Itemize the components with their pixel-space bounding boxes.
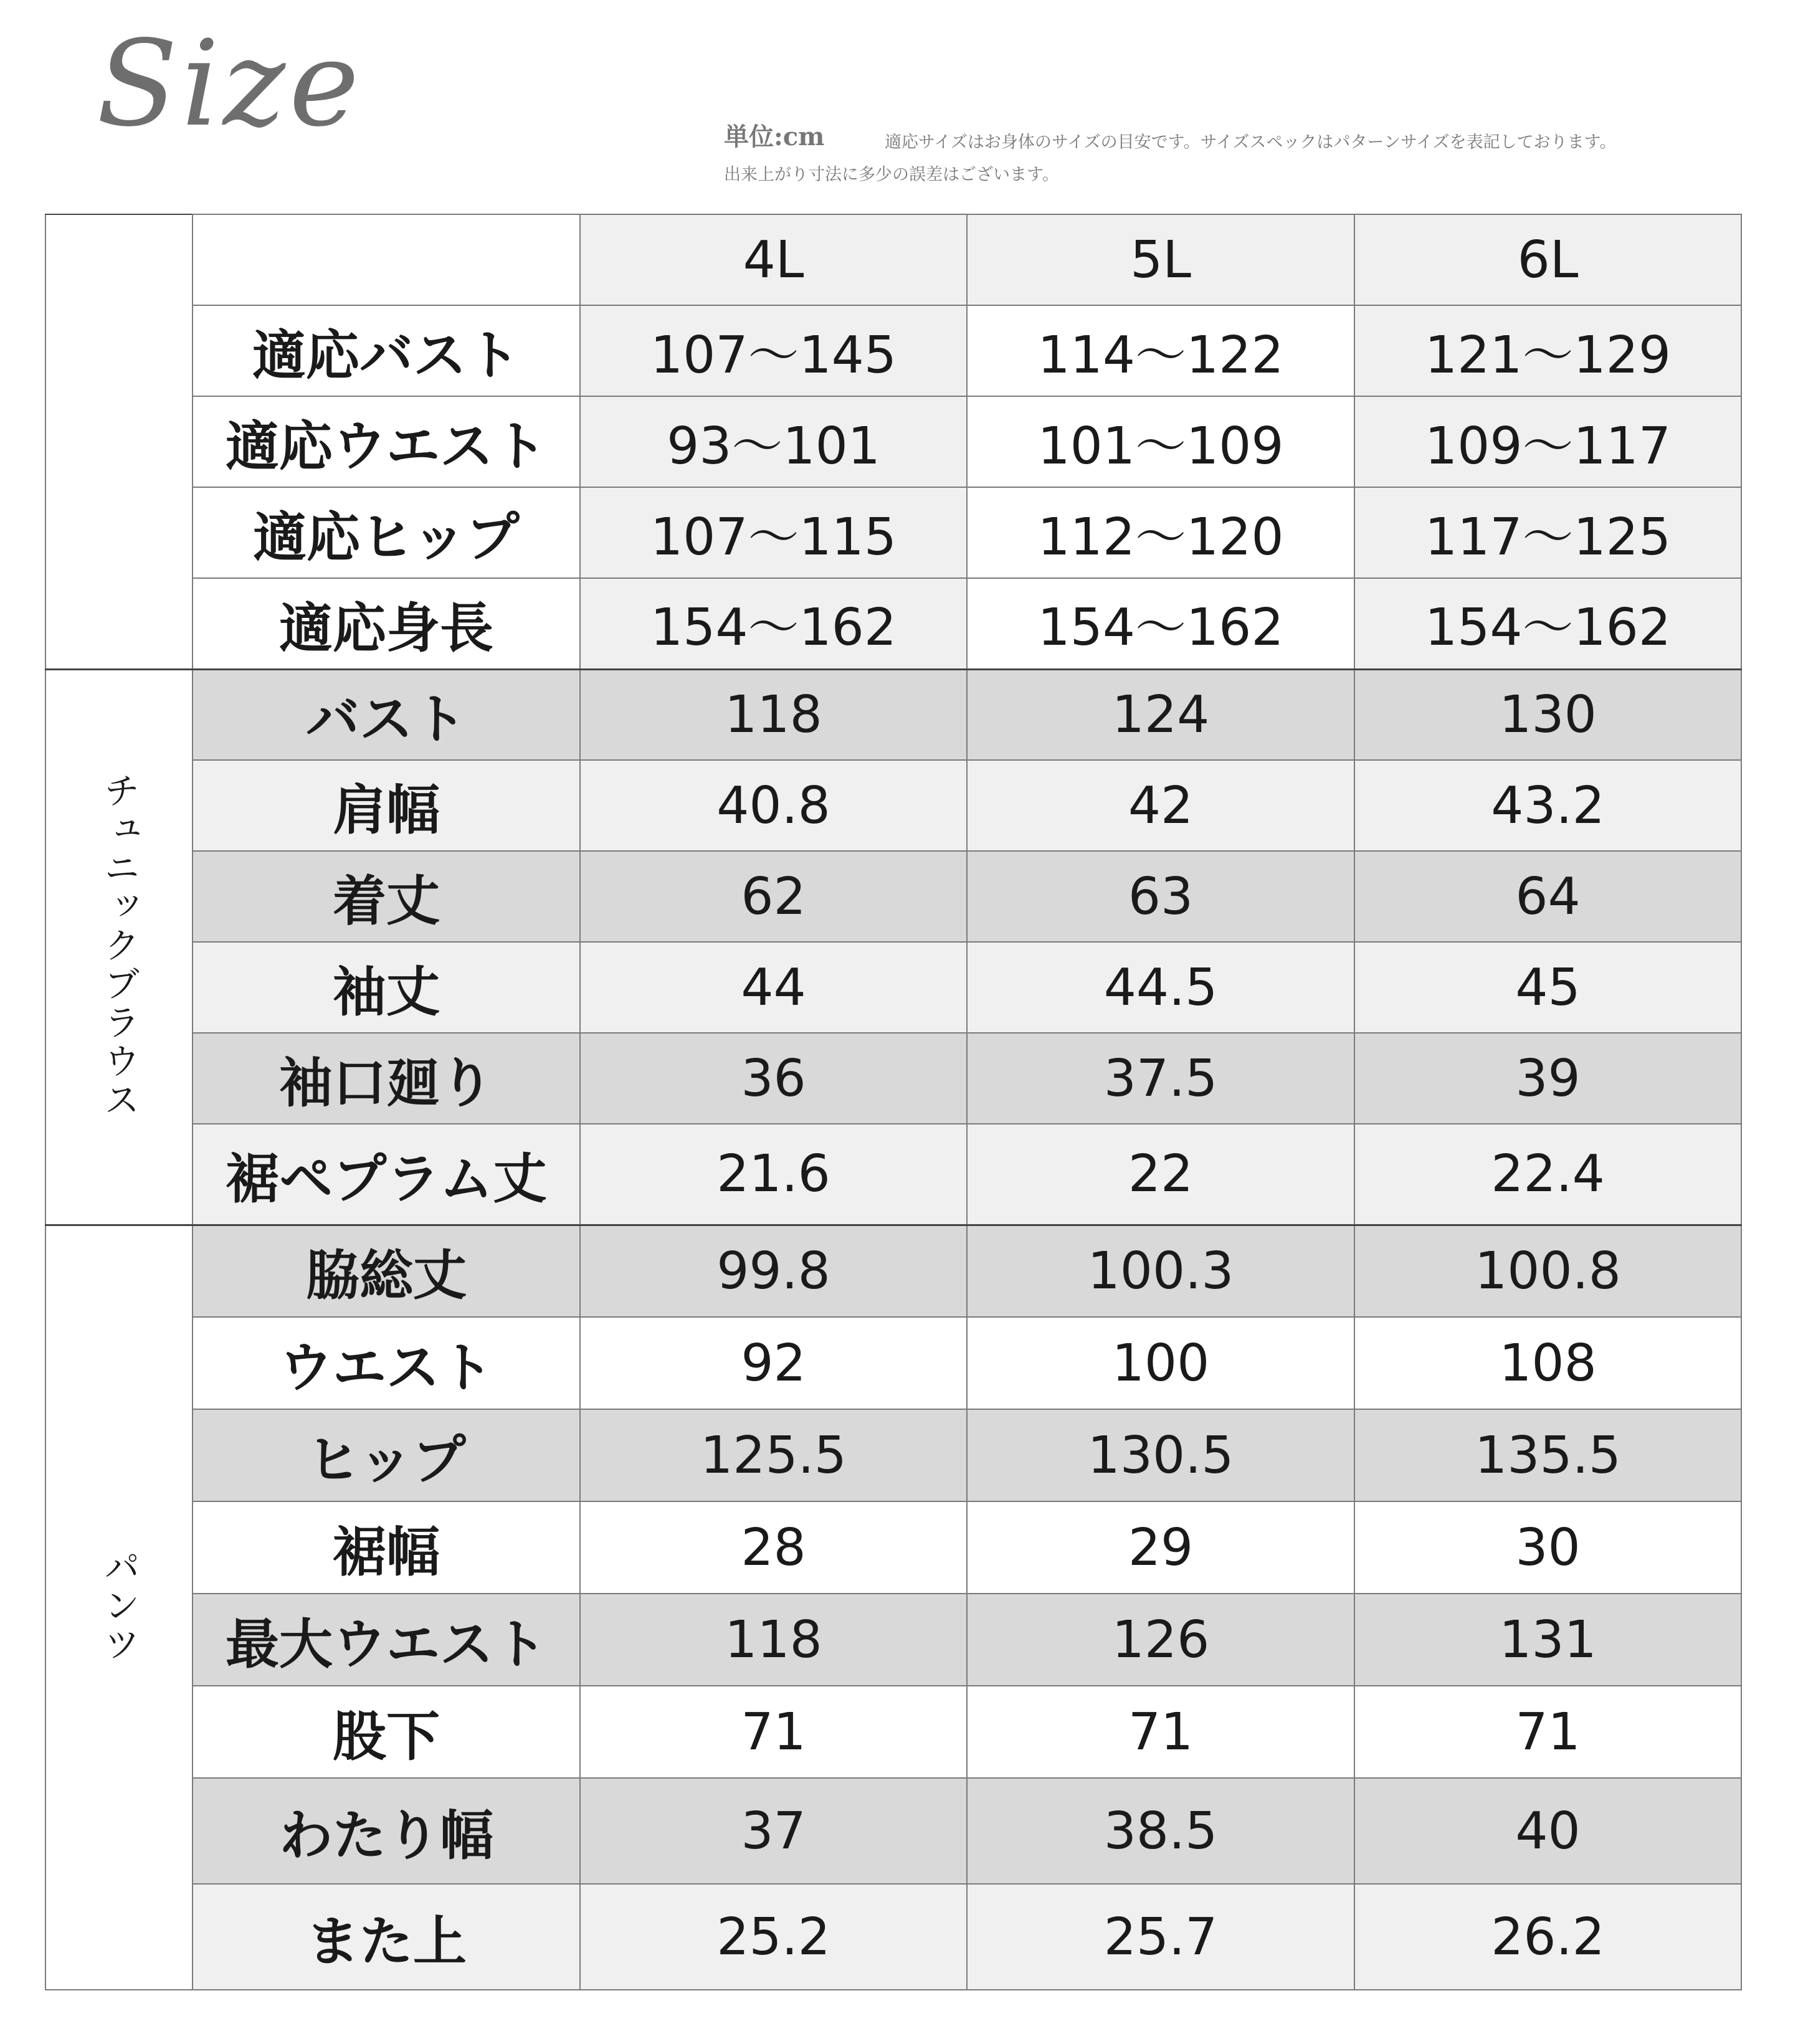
row-label: 裾幅 xyxy=(193,1501,580,1594)
column-header-5l: 5L xyxy=(967,214,1354,305)
value-cell: 22 xyxy=(967,1124,1354,1225)
value-cell: 125.5 xyxy=(580,1409,967,1501)
value-cell: 29 xyxy=(967,1501,1354,1594)
value-cell: 43.2 xyxy=(1354,760,1741,851)
value-cell: 100.8 xyxy=(1354,1225,1741,1317)
value-cell: 44 xyxy=(580,942,967,1033)
value-cell: 135.5 xyxy=(1354,1409,1741,1501)
header-empty-cell xyxy=(193,214,580,305)
value-cell: 101～109 xyxy=(967,396,1354,487)
value-cell: 30 xyxy=(1354,1501,1741,1594)
value-cell: 126 xyxy=(967,1594,1354,1686)
row-label: 袖口廻り xyxy=(193,1033,580,1124)
value-cell: 26.2 xyxy=(1354,1884,1741,1990)
value-cell: 62 xyxy=(580,851,967,942)
value-cell: 63 xyxy=(967,851,1354,942)
table-row xyxy=(45,305,1741,396)
value-cell: 121～129 xyxy=(1354,305,1741,396)
table-row xyxy=(45,1686,1741,1778)
table-row xyxy=(45,760,1741,851)
size-note-line-2: 出来上がり寸法に多少の誤差はございます。 xyxy=(724,165,1059,184)
value-cell: 25.7 xyxy=(967,1884,1354,1990)
table-row xyxy=(45,1778,1741,1884)
table-row xyxy=(45,1884,1741,1990)
value-cell: 100.3 xyxy=(967,1225,1354,1317)
value-cell: 108 xyxy=(1354,1317,1741,1409)
value-cell: 117～125 xyxy=(1354,487,1741,578)
size-table xyxy=(45,214,1742,1990)
value-cell: 64 xyxy=(1354,851,1741,942)
row-label: ヒップ xyxy=(193,1409,580,1501)
table-row xyxy=(45,578,1741,669)
value-cell: 92 xyxy=(580,1317,967,1409)
value-cell: 37 xyxy=(580,1778,967,1884)
row-label: 脇総丈 xyxy=(193,1225,580,1317)
value-cell: 99.8 xyxy=(580,1225,967,1317)
value-cell: 21.6 xyxy=(580,1124,967,1225)
value-cell: 109～117 xyxy=(1354,396,1741,487)
group-tunic-cell xyxy=(45,669,193,1225)
value-cell: 154～162 xyxy=(967,578,1354,669)
value-cell: 154～162 xyxy=(580,578,967,669)
row-label: わたり幅 xyxy=(193,1778,580,1884)
value-cell: 39 xyxy=(1354,1033,1741,1124)
row-label: 股下 xyxy=(193,1686,580,1778)
table-row xyxy=(45,1225,1741,1317)
table-row xyxy=(45,1594,1741,1686)
row-label: 肩幅 xyxy=(193,760,580,851)
row-label: 適応バスト xyxy=(193,305,580,396)
row-label: ウエスト xyxy=(193,1317,580,1409)
unit-label: 単位:cm xyxy=(724,122,825,151)
value-cell: 130.5 xyxy=(967,1409,1354,1501)
row-label: 袖丈 xyxy=(193,942,580,1033)
value-cell: 25.2 xyxy=(580,1884,967,1990)
column-header-4l: 4L xyxy=(580,214,967,305)
value-cell: 22.4 xyxy=(1354,1124,1741,1225)
value-cell: 38.5 xyxy=(967,1778,1354,1884)
row-label: また上 xyxy=(193,1884,580,1990)
table-row xyxy=(45,1317,1741,1409)
value-cell: 124 xyxy=(967,669,1354,760)
table-row xyxy=(45,851,1741,942)
value-cell: 130 xyxy=(1354,669,1741,760)
value-cell: 131 xyxy=(1354,1594,1741,1686)
value-cell: 93～101 xyxy=(580,396,967,487)
group-label-tunic: チュニックブラウス xyxy=(98,772,140,1119)
table-row xyxy=(45,942,1741,1033)
value-cell: 42 xyxy=(967,760,1354,851)
row-label: 適応身長 xyxy=(193,578,580,669)
value-cell: 118 xyxy=(580,1594,967,1686)
group-fit-cell xyxy=(45,214,193,669)
value-cell: 45 xyxy=(1354,942,1741,1033)
table-row xyxy=(45,669,1741,760)
table-row xyxy=(45,1501,1741,1594)
table-row xyxy=(45,396,1741,487)
value-cell: 71 xyxy=(580,1686,967,1778)
group-pants-cell xyxy=(45,1225,193,1990)
table-row xyxy=(45,1033,1741,1124)
value-cell: 112～120 xyxy=(967,487,1354,578)
value-cell: 71 xyxy=(967,1686,1354,1778)
size-note-line-1: 適応サイズはお身体のサイズの目安です。サイズスペックはパターンサイズを表記しております。 xyxy=(885,133,1617,152)
row-label: バスト xyxy=(193,669,580,760)
value-cell: 107～115 xyxy=(580,487,967,578)
value-cell: 40.8 xyxy=(580,760,967,851)
value-cell: 71 xyxy=(1354,1686,1741,1778)
value-cell: 44.5 xyxy=(967,942,1354,1033)
row-label: 最大ウエスト xyxy=(193,1594,580,1686)
group-label-pants: パンツ xyxy=(98,1548,140,1665)
value-cell: 40 xyxy=(1354,1778,1741,1884)
table-row xyxy=(45,1124,1741,1225)
table-row xyxy=(45,487,1741,578)
table-row xyxy=(45,1409,1741,1501)
value-cell: 28 xyxy=(580,1501,967,1594)
row-label: 着丈 xyxy=(193,851,580,942)
value-cell: 154～162 xyxy=(1354,578,1741,669)
value-cell: 107～145 xyxy=(580,305,967,396)
row-label: 適応ウエスト xyxy=(193,396,580,487)
value-cell: 36 xyxy=(580,1033,967,1124)
value-cell: 114～122 xyxy=(967,305,1354,396)
value-cell: 100 xyxy=(967,1317,1354,1409)
value-cell: 37.5 xyxy=(967,1033,1354,1124)
row-label: 適応ヒップ xyxy=(193,487,580,578)
value-cell: 118 xyxy=(580,669,967,760)
page-title: Size xyxy=(97,15,363,153)
row-label: 裾ペプラム丈 xyxy=(193,1124,580,1225)
column-header-6l: 6L xyxy=(1354,214,1741,305)
